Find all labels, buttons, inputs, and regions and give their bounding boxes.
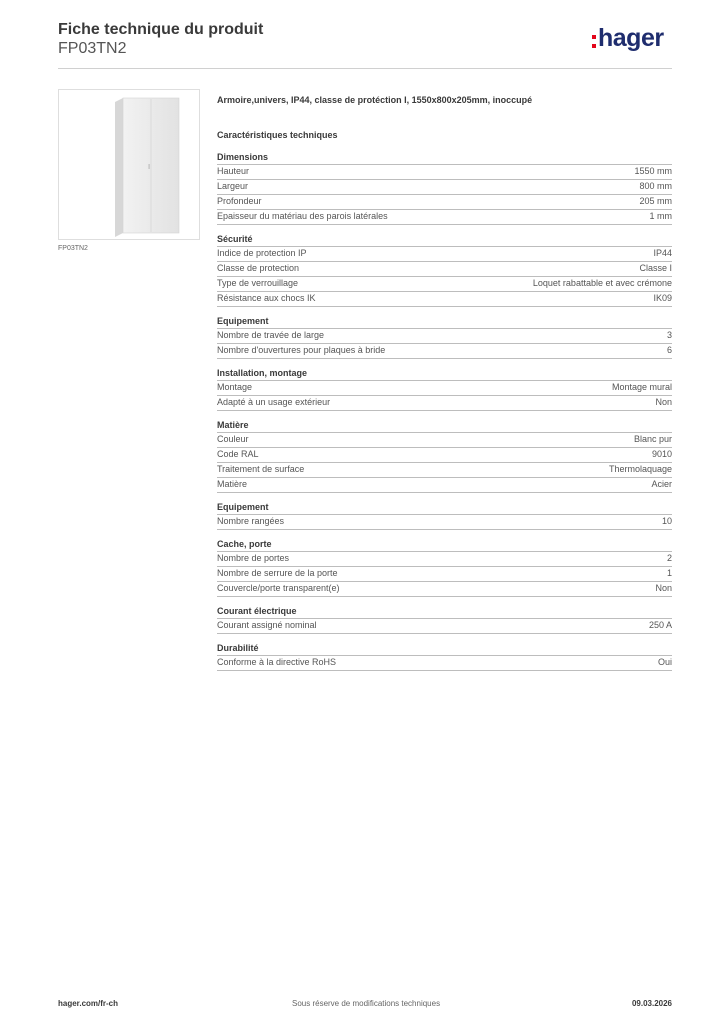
spec-value: Thermolaquage bbox=[608, 464, 672, 474]
spec-row bbox=[217, 277, 672, 292]
header-divider bbox=[58, 68, 672, 69]
spec-label: Couvercle/porte transparent(e) bbox=[217, 583, 340, 593]
spec-value: Montage mural bbox=[611, 382, 672, 392]
spec-label: Adapté à un usage extérieur bbox=[217, 397, 331, 407]
product-details bbox=[217, 95, 672, 679]
product-code: FP03TN2 bbox=[58, 40, 127, 57]
spec-value: 1550 mm bbox=[634, 166, 672, 176]
product-description: Armoire,univers, IP44, classe de protéction I, 1550x800x205mm, inoccupé bbox=[217, 95, 533, 105]
section-title: Cache, porte bbox=[217, 538, 672, 552]
spec-section bbox=[217, 538, 672, 597]
spec-row bbox=[217, 165, 672, 180]
spec-row bbox=[217, 180, 672, 195]
spec-label: Epaisseur du matériau des parois latérales bbox=[217, 211, 388, 221]
spec-value: Oui bbox=[657, 657, 672, 667]
spec-label: Conforme à la directive RoHS bbox=[217, 657, 337, 667]
logo-text: hager bbox=[598, 24, 664, 52]
spec-value: Non bbox=[655, 397, 672, 407]
image-caption: FP03TN2 bbox=[58, 245, 88, 252]
spec-value: Classe I bbox=[639, 263, 672, 273]
spec-row bbox=[217, 515, 672, 530]
spec-value: IP44 bbox=[653, 248, 672, 258]
spec-label: Courant assigné nominal bbox=[217, 620, 317, 630]
spec-row bbox=[217, 210, 672, 225]
spec-label: Type de verrouillage bbox=[217, 278, 299, 288]
spec-row bbox=[217, 344, 672, 359]
section-title: Matière bbox=[217, 419, 672, 433]
footer-website: hager.com/fr-ch bbox=[58, 999, 119, 1008]
spec-section bbox=[217, 367, 672, 411]
spec-label: Résistance aux chocs IK bbox=[217, 293, 316, 303]
spec-section bbox=[217, 501, 672, 530]
spec-value: Blanc pur bbox=[633, 434, 672, 444]
section-title: Sécurité bbox=[217, 233, 672, 247]
spec-label: Classe de protection bbox=[217, 263, 300, 273]
spec-value: Loquet rabattable et avec crémone bbox=[532, 278, 672, 288]
spec-label: Nombre rangées bbox=[217, 516, 285, 526]
spec-row bbox=[217, 247, 672, 262]
spec-row bbox=[217, 656, 672, 671]
spec-section bbox=[217, 315, 672, 359]
spec-label: Matière bbox=[217, 479, 248, 489]
spec-section bbox=[217, 605, 672, 634]
section-title: Courant électrique bbox=[217, 605, 672, 619]
spec-value: 3 bbox=[666, 330, 672, 340]
spec-value: IK09 bbox=[653, 293, 672, 303]
spec-value: Non bbox=[655, 583, 672, 593]
spec-label: Traitement de surface bbox=[217, 464, 305, 474]
spec-value: Acier bbox=[651, 479, 672, 489]
spec-label: Montage bbox=[217, 382, 253, 392]
spec-value: 1 mm bbox=[649, 211, 672, 221]
spec-row bbox=[217, 433, 672, 448]
spec-row bbox=[217, 463, 672, 478]
spec-label: Nombre de travée de large bbox=[217, 330, 325, 340]
spec-row bbox=[217, 478, 672, 493]
logo-dots-icon bbox=[592, 35, 596, 48]
spec-row bbox=[217, 567, 672, 582]
spec-label: Nombre de portes bbox=[217, 553, 290, 563]
spec-label: Profondeur bbox=[217, 196, 262, 206]
spec-sections bbox=[217, 151, 672, 671]
spec-label: Code RAL bbox=[217, 449, 259, 459]
spec-label: Indice de protection IP bbox=[217, 248, 307, 258]
spec-value: 205 mm bbox=[639, 196, 672, 206]
section-title: Equipement bbox=[217, 315, 672, 329]
footer-date: 09.03.2026 bbox=[631, 999, 672, 1008]
page-title: Fiche technique du produit bbox=[58, 21, 264, 38]
spec-label: Nombre d'ouvertures pour plaques à bride bbox=[217, 345, 386, 355]
spec-label: Nombre de serrure de la porte bbox=[217, 568, 338, 578]
spec-value: 6 bbox=[666, 345, 672, 355]
spec-value: 800 mm bbox=[639, 181, 672, 191]
section-title: Durabilité bbox=[217, 642, 672, 656]
spec-row bbox=[217, 448, 672, 463]
section-title: Equipement bbox=[217, 501, 672, 515]
section-title: Dimensions bbox=[217, 151, 672, 165]
spec-row bbox=[217, 582, 672, 597]
spec-section bbox=[217, 419, 672, 493]
spec-row bbox=[217, 381, 672, 396]
product-image bbox=[58, 89, 200, 240]
spec-label: Couleur bbox=[217, 434, 249, 444]
spec-label: Largeur bbox=[217, 181, 249, 191]
spec-section bbox=[217, 642, 672, 671]
spec-row bbox=[217, 396, 672, 411]
section-title: Installation, montage bbox=[217, 367, 672, 381]
spec-row bbox=[217, 195, 672, 210]
spec-value: 1 bbox=[666, 568, 672, 578]
spec-value: 2 bbox=[666, 553, 672, 563]
spec-value: 9010 bbox=[651, 449, 672, 459]
spec-section bbox=[217, 233, 672, 307]
spec-row bbox=[217, 292, 672, 307]
spec-section bbox=[217, 151, 672, 225]
spec-row bbox=[217, 329, 672, 344]
footer-disclaimer: Sous réserve de modifications techniques bbox=[292, 999, 441, 1008]
spec-row bbox=[217, 552, 672, 567]
spec-label: Hauteur bbox=[217, 166, 250, 176]
tech-characteristics-title: Caractéristiques techniques bbox=[217, 130, 338, 140]
spec-value: 250 A bbox=[648, 620, 672, 630]
spec-row bbox=[217, 619, 672, 634]
spec-row bbox=[217, 262, 672, 277]
hager-logo bbox=[592, 26, 664, 51]
spec-value: 10 bbox=[661, 516, 672, 526]
cabinet-icon bbox=[59, 90, 201, 241]
